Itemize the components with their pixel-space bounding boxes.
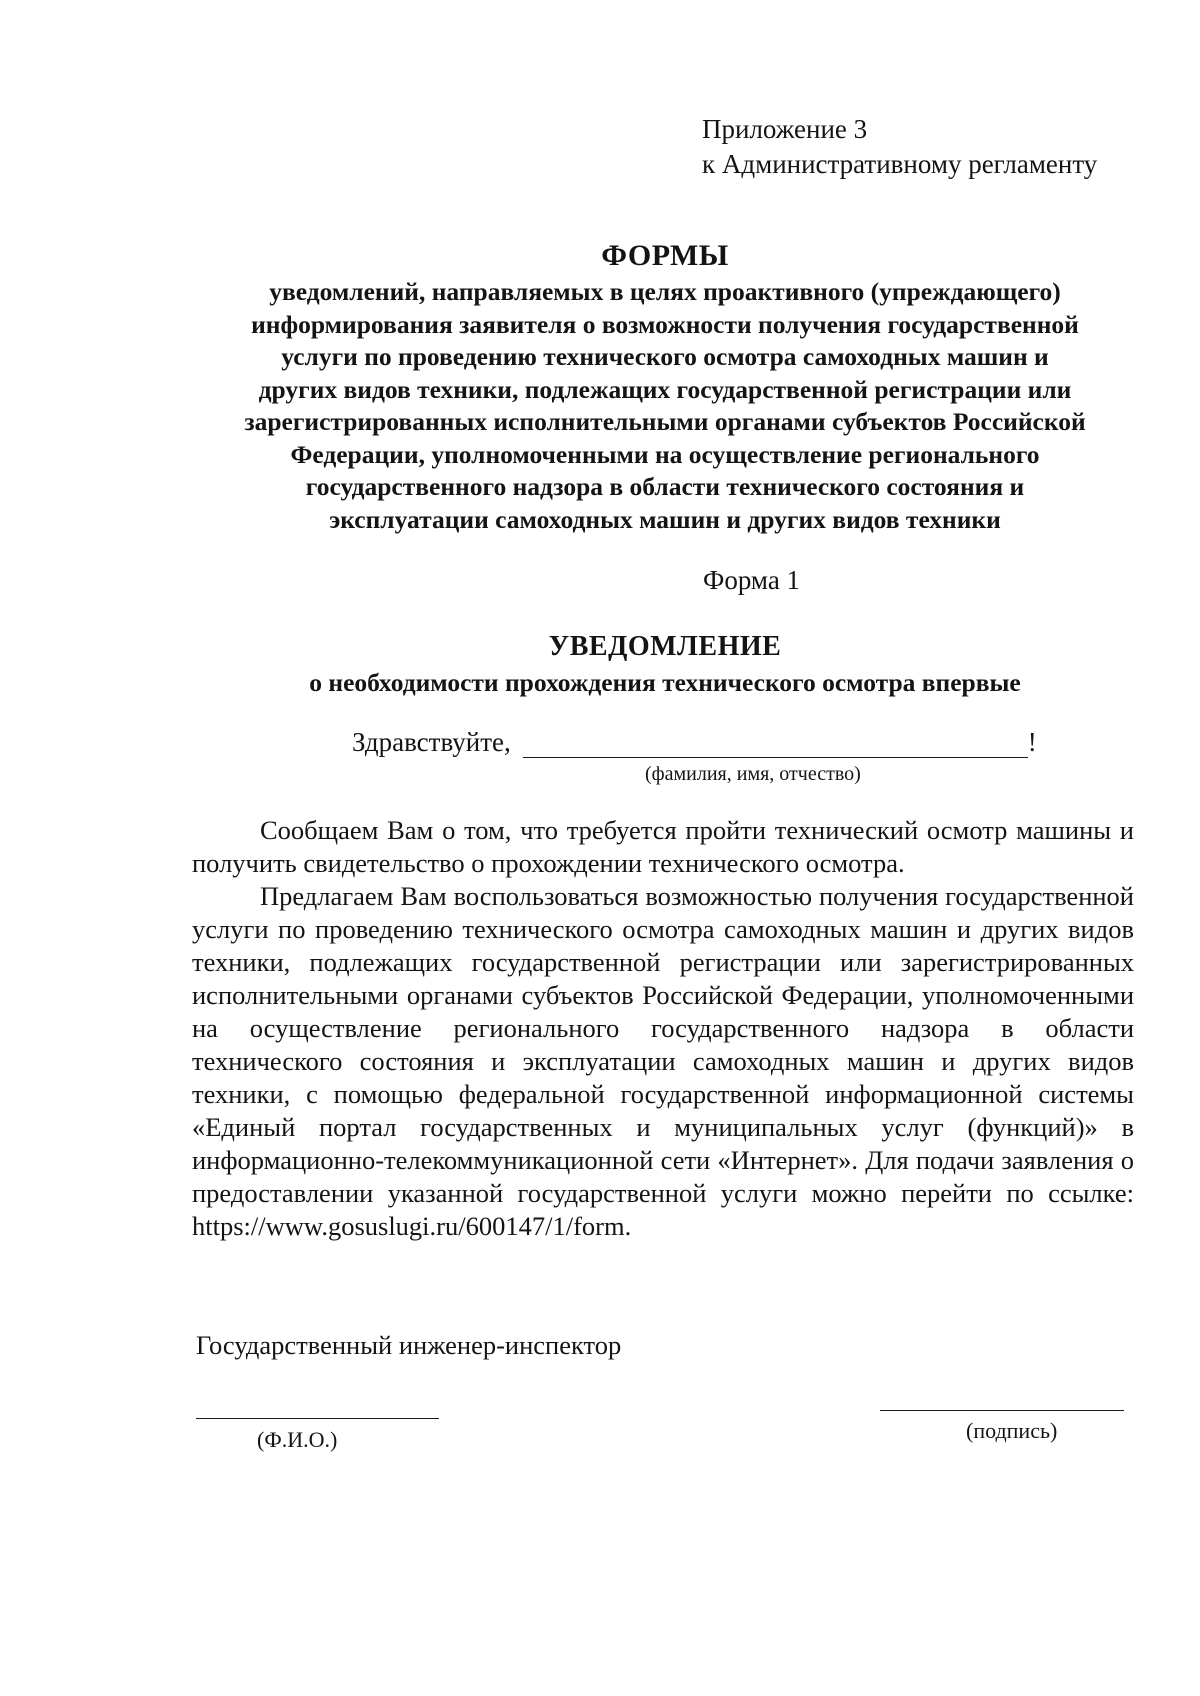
recipient-name-field[interactable]	[523, 729, 1028, 758]
forms-subtitle-line: зарегистрированных исполнительными органами субъектов Российской	[244, 407, 1086, 436]
appendix-number: Приложение 3	[702, 114, 868, 144]
notice-heading	[170, 628, 1160, 700]
forms-heading	[170, 236, 1160, 536]
forms-subtitle-line: Федерации, уполномоченными на осуществление регионального	[290, 439, 1040, 469]
recipient-name-caption: (фамилия, имя, отчество)	[645, 763, 861, 785]
form-number: Форма 1	[703, 565, 801, 595]
inspector-name-caption: (Ф.И.О.)	[257, 1427, 338, 1452]
forms-subtitle-line: услуги по проведению технического осмотра самоходных машин и	[281, 342, 1049, 371]
forms-title: ФОРМЫ	[601, 239, 729, 272]
appendix-reference: к Административному регламенту	[702, 149, 1098, 179]
forms-subtitle-line: информирования заявителя о возможности получения государственной	[251, 309, 1079, 339]
inspector-title: Государственный инженер-инспектор	[196, 1330, 622, 1360]
inspector-name-field[interactable]	[196, 1418, 439, 1419]
signature-field[interactable]	[880, 1410, 1124, 1411]
forms-subtitle-line: эксплуатации самоходных машин и других видов техники	[329, 504, 1001, 534]
greeting-exclamation: !	[1027, 727, 1037, 757]
greeting-row	[352, 727, 1037, 758]
forms-subtitle-line: уведомлений, направляемых в целях проактивного (упреждающего)	[269, 277, 1061, 306]
body-paragraph: Сообщаем Вам о том, что требуется пройти технический осмотр машины и получить свидетельство о прохождении технического осмотра.	[192, 815, 1134, 878]
body-paragraph: Предлагаем Вам воспользоваться возможностью получения государственной услуги по проведению технического осмотра самоходных машин и других видов техники, подлежащих государственной регистрации или зарегистрированных исполнительными органами субъектов Российской Федерации, уполномоченными на осуществление регионального государственного надзора в области технического состояния и эксплуатации самоходных машин и других видов техники, с помощью федеральной государственной информационной системы «Единый портал государственных и муниципальных услуг (функций)» в информационно-телекоммуникационной сети «Интернет». Для подачи заявления о предоставлении указанной государственной услуги можно перейти по ссылке: https://www.gosuslugi.ru/600147/1/form.	[192, 881, 1134, 1241]
notice-subtitle: о необходимости прохождения технического осмотра впервые	[309, 668, 1021, 697]
greeting-label: Здравствуйте,	[352, 727, 511, 757]
forms-subtitle-line: других видов техники, подлежащих государственной регистрации или	[258, 374, 1072, 404]
notice-body	[192, 814, 1134, 1243]
forms-subtitle-line: государственного надзора в области технического состояния и	[305, 472, 1025, 501]
notice-title: УВЕДОМЛЕНИЕ	[548, 631, 782, 662]
signature-caption: (подпись)	[966, 1418, 1058, 1443]
appendix-header	[702, 112, 1097, 182]
forms-subtitle	[170, 276, 1160, 536]
